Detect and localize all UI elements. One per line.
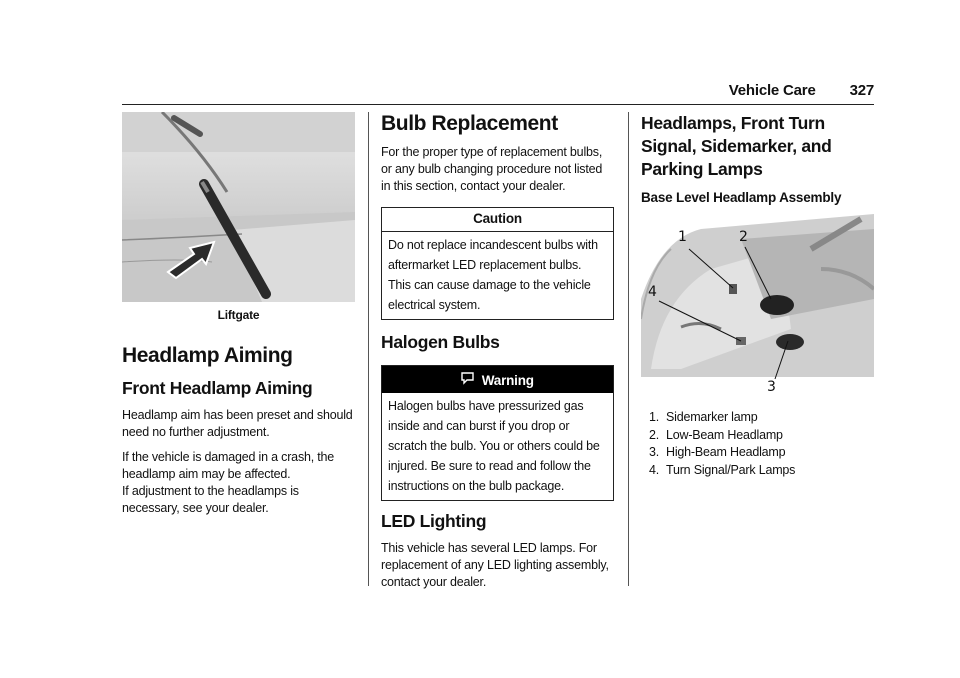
warning-header [382,366,613,393]
heading-halogen-bulbs: Halogen Bulbs [381,332,500,352]
callout-3: 3 [767,379,776,395]
warning-title: Warning [481,373,534,388]
callout-4: 4 [648,284,657,300]
callout-2: 2 [739,229,748,245]
column-3 [641,112,874,479]
caution-box [381,207,614,320]
header-rule [122,104,874,105]
heading-headlamps: Headlamps, Front Turn Signal, Sidemarker, and Parking Lamps [641,113,832,179]
list-item: 1. Sidemarker lamp [649,410,758,424]
heading-led-lighting: LED Lighting [381,511,487,531]
heading-bulb-replacement: Bulb Replacement [381,112,558,135]
paragraph-preset: Headlamp aim has been preset and should need no further adjustment. [122,408,353,439]
page-number: 327 [849,82,874,99]
liftgate-photo [122,112,355,302]
paragraph-crash: If the vehicle is damaged in a crash, the headlamp aim may be affected. [122,450,335,481]
running-header [729,82,874,99]
photo-caption: Liftgate [217,308,260,322]
list-item: 2. Low-Beam Headlamp [649,427,783,442]
headlamp-assembly-figure [641,209,874,399]
warning-body: Halogen bulbs have pressurized gas inside and can burst if you drop or scratch the bulb. You or others could be injured. Be sure to read and follow the instructions on the bulb package. [388,399,600,493]
heading-base-level-assembly: Base Level Headlamp Assembly [641,190,842,205]
caution-body: Do not replace incandescent bulbs with aftermarket LED replacement bulbs. This can cause damage to the vehicle electrical system. [388,238,598,312]
callout-1: 1 [678,229,687,245]
paragraph-replacement-bulbs: For the proper type of replacement bulbs, or any bulb changing procedure not listed in this section, contact your dealer. [381,145,603,193]
heading-headlamp-aiming: Headlamp Aiming [122,344,293,367]
caution-title: Caution [382,208,613,232]
section-title: Vehicle Care [728,82,816,99]
column-2 [381,112,614,591]
list-item: 4. Turn Signal/Park Lamps [649,462,796,477]
warning-box [381,365,614,501]
heading-front-headlamp-aiming: Front Headlamp Aiming [122,378,313,398]
column-divider-2 [628,112,629,586]
warning-speech-icon [461,372,474,388]
paragraph-led: This vehicle has several LED lamps. For replacement of any LED lighting assembly, contact your dealer. [381,541,609,589]
paragraph-adjustment: If adjustment to the headlamps is necessary, see your dealer. [122,484,299,515]
column-divider-1 [368,112,369,586]
list-item: 3. High-Beam Headlamp [649,445,786,459]
column-1 [122,112,355,517]
callout-legend-list [641,409,874,479]
